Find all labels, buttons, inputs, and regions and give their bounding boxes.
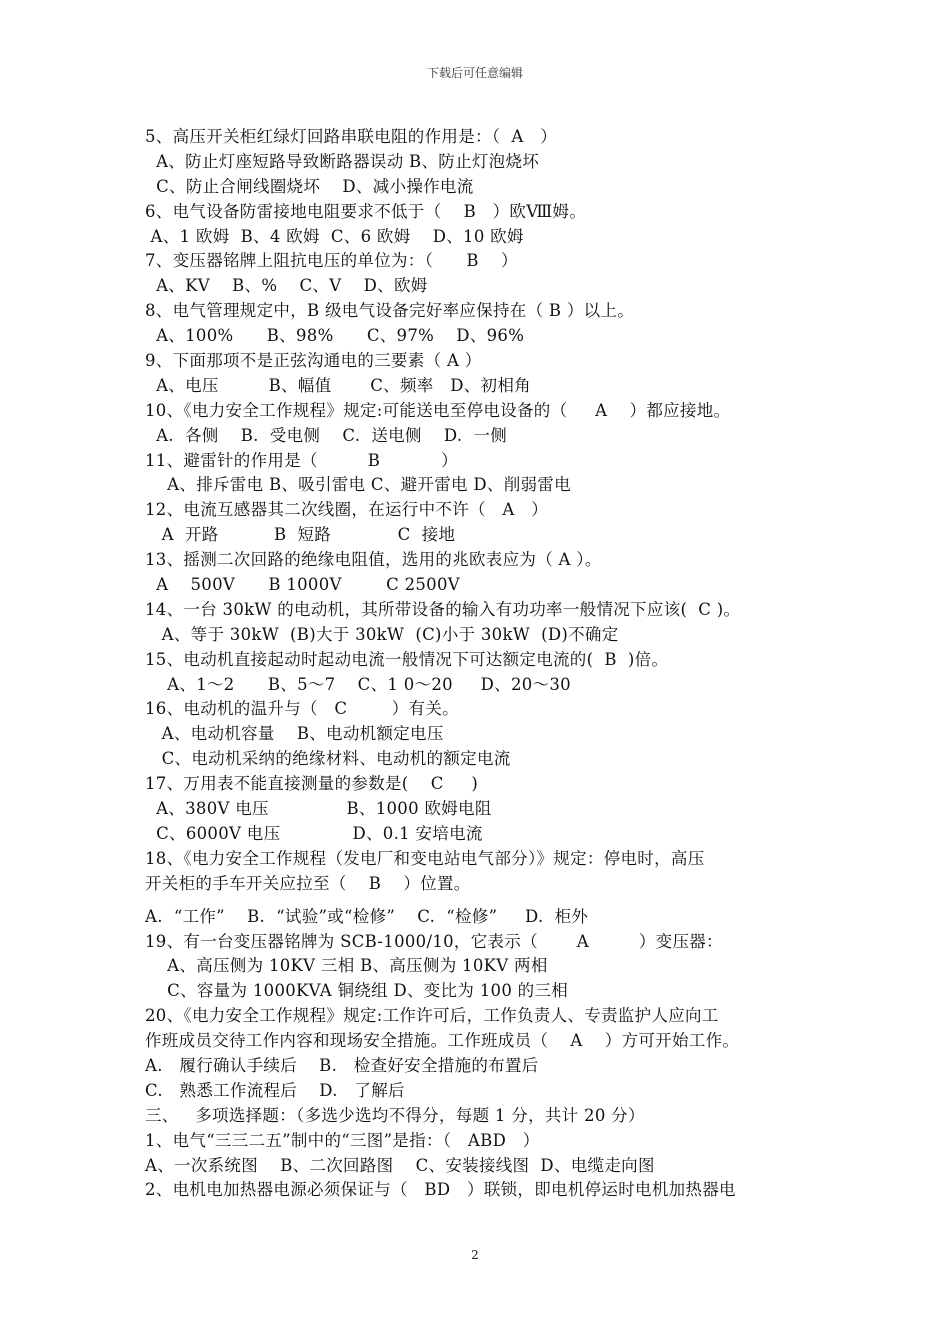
text-line: 2、电机电加热器电源必须保证与（ BD ）联锁，即电机停运时电机加热器电 xyxy=(145,1180,736,1200)
text-line: A、1～2 B、5～7 C、1 0～20 D、20～30 xyxy=(145,674,571,694)
text-line: 12、电流互感器其二次线圈，在运行中不许（ A ） xyxy=(145,500,549,520)
text-line: A、电压 B、幅值 C、频率 D、初相角 xyxy=(145,375,531,395)
text-line: A、电动机容量 B、电动机额定电压 xyxy=(145,724,444,744)
text-line: 20、《电力安全工作规程》规定:工作许可后，工作负责人、专责监护人应向工 xyxy=(145,1006,719,1026)
text-line: 17、万用表不能直接测量的参数是( C ) xyxy=(145,774,479,794)
text-line: A、高压侧为 10KV 三相 B、高压侧为 10KV 两相 xyxy=(145,956,548,976)
text-line: 18、《电力安全工作规程（发电厂和变电站电气部分）》规定：停电时，高压 xyxy=(145,848,705,868)
text-line: C、电动机采纳的绝缘材料、电动机的额定电流 xyxy=(145,749,511,769)
text-line: A 500V B 1000V C 2500V xyxy=(145,575,460,595)
text-line: C、容量为 1000KVA 铜绕组 D、变比为 100 的三相 xyxy=(145,981,569,1001)
text-line: 开关柜的手车开关应拉至（ B ）位置。 xyxy=(145,873,471,893)
text-line: 16、电动机的温升与（ C ）有关。 xyxy=(145,699,459,719)
text-line: 9、下面那项不是正弦沟通电的三要素（ A ） xyxy=(145,351,482,371)
text-line: A、排斥雷电 B、吸引雷电 C、避开雷电 D、削弱雷电 xyxy=(145,475,571,495)
text-line: 作班成员交待工作内容和现场安全措施。工作班成员（ A ）方可开始工作。 xyxy=(145,1031,740,1051)
text-line: 8、电气管理规定中，B 级电气设备完好率应保持在（ B ）以上。 xyxy=(145,301,635,321)
text-line: A. 各侧 B. 受电侧 C. 送电侧 D. 一侧 xyxy=(145,425,508,445)
text-line: A、防止灯座短路导致断路器误动 B、防止灯泡烧坏 xyxy=(145,151,540,171)
text-line: A 开路 B 短路 C 接地 xyxy=(145,525,456,545)
text-line: A. 履行确认手续后 B. 检查好安全措施的布置后 xyxy=(145,1055,539,1075)
text-line: A、380V 电压 B、1000 欧姆电阻 xyxy=(145,799,492,819)
text-line: C、6000V 电压 D、0.1 安培电流 xyxy=(145,823,483,843)
text-line: 19、有一台变压器铭牌为 SCB-1000/10，它表示（ A ）变压器： xyxy=(145,931,723,951)
text-line: 5、高压开关柜红绿灯回路串联电阻的作用是：（ A ） xyxy=(145,127,558,146)
text-line: 11、避雷针的作用是（ B ） xyxy=(145,450,458,470)
text-line: 13、摇测二次回路的绝缘电阻值，选用的兆欧表应为（ A ）。 xyxy=(145,550,602,570)
text-line: 1、电气“三三二五”制中的“三图”是指：（ ABD ） xyxy=(145,1130,540,1150)
text-line: C、防止合闸线圈烧坏 D、减小操作电流 xyxy=(145,176,474,196)
text-line: C. 熟悉工作流程后 D. 了解后 xyxy=(145,1080,405,1100)
document-body xyxy=(145,125,825,1203)
text-line: 10、《电力安全工作规程》规定:可能送电至停电设备的（ A ）都应接地。 xyxy=(145,400,731,420)
text-line: A、KV B、% C、V D、欧姆 xyxy=(145,276,428,296)
text-line: A、等于 30kW (B)大于 30kW (C)小于 30kW (D)不确定 xyxy=(145,624,619,644)
text-line: 15、电动机直接起动时起动电流一般情况下可达额定电流的( B )倍。 xyxy=(145,649,669,669)
text-line: 6、电气设备防雷接地电阻要求不低于（ B ）欧Ⅷ姆。 xyxy=(145,201,587,221)
page-number: 2 xyxy=(471,1248,479,1262)
section-heading: 三、 多项选择题：（多选少选均不得分，每题 1 分，共计 20 分） xyxy=(145,1105,645,1125)
text-line: 14、一台 30kW 的电动机，其所带设备的输入有功功率一般情况下应该( C )。 xyxy=(145,599,741,619)
text-line: A、100% B、98% C、97% D、96% xyxy=(145,326,525,346)
text-line: A. “工作” B. “试验”或“检修” C. “检修” D. 柜外 xyxy=(145,906,589,926)
text-line: 7、变压器铭牌上阻抗电压的单位为：（ B ） xyxy=(145,251,518,271)
page-header: 下载后可任意编辑 xyxy=(426,66,523,80)
text-line: A、1 欧姆 B、4 欧姆 C、6 欧姆 D、10 欧姆 xyxy=(145,226,524,246)
text-line: A、一次系统图 B、二次回路图 C、安装接线图 D、电缆走向图 xyxy=(145,1155,655,1175)
